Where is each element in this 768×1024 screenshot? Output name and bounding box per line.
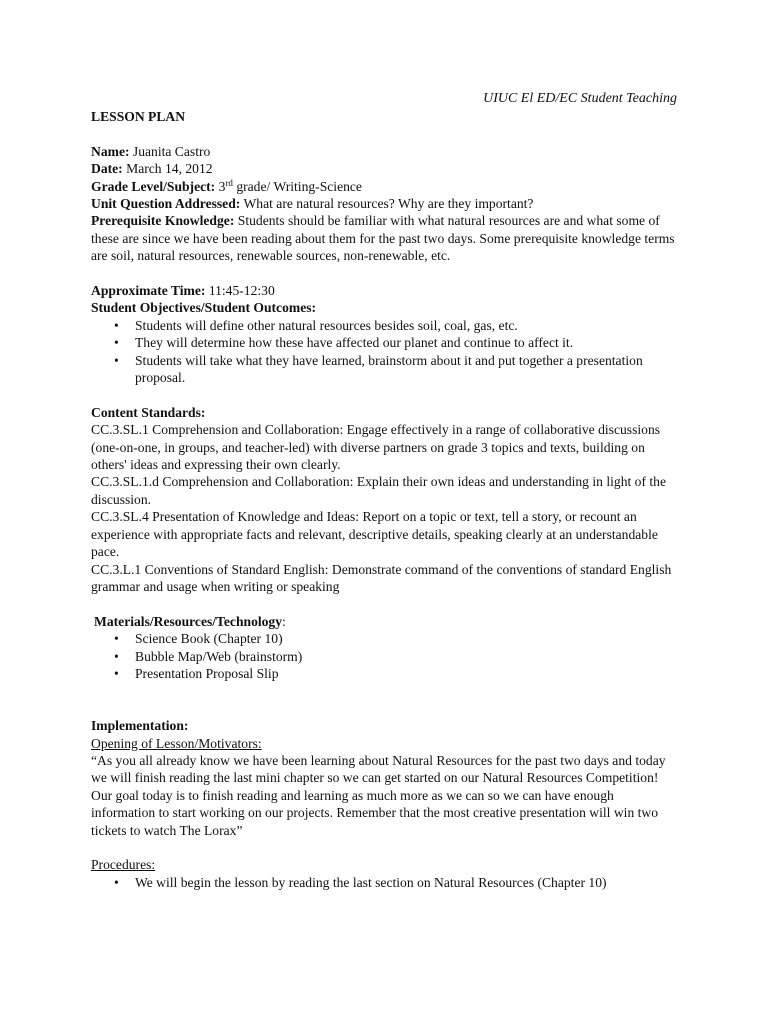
list-item: • Students will take what they have learned, brainstorm about it and put together a presentation proposal. — [135, 352, 681, 387]
list-item: • Students will define other natural resources besides soil, coal, gas, etc. — [135, 317, 681, 334]
unit-question-line — [91, 195, 681, 212]
objectives-heading: Student Objectives/Student Outcomes: — [91, 300, 317, 316]
opening-text: “As you all already know we have been learning about Natural Resources for the past two days and today we will finish reading the last mini chapter so we can get started on our Natural Resources Competition! Our goal today is to finish reading and learning as much more as we can so we can have enough information to start working on our projects. Remember that the most creative presentation will win two tickets to watch The Lorax” — [91, 752, 666, 838]
document-body — [91, 108, 681, 891]
materials-heading: Materials/Resources/Technology — [94, 613, 283, 629]
grade-line — [91, 178, 681, 195]
date-label: Date: — [91, 161, 123, 177]
time-label: Approximate Time: — [91, 283, 206, 299]
name-line — [91, 143, 681, 160]
procedures-list — [91, 874, 681, 891]
name-label: Name: — [91, 143, 130, 159]
procedures-heading: Procedures: — [91, 857, 156, 873]
time-value: 11:45-12:30 — [205, 283, 275, 299]
implementation-heading: Implementation: — [91, 718, 189, 734]
list-item: • Science Book (Chapter 10) — [135, 630, 681, 647]
objectives-list — [91, 317, 681, 387]
list-item: • Presentation Proposal Slip — [135, 665, 681, 682]
prerequisite-label: Prerequisite Knowledge: — [91, 213, 235, 229]
materials-heading-line — [91, 613, 681, 630]
standard-item: CC.3.SL.4 Presentation of Knowledge and Ideas: Report on a topic or text, tell a story, or recount an experience with appropriate facts and relevant, descriptive details, speaking clearly at an understandable pace. — [91, 509, 658, 560]
prerequisite-value: Students should be familiar with what natural resources are and what some of these are since we have been reading about them for the past two days. Some prerequisite knowledge terms are soil, natural resources, renewable sources, non-renewable, etc. — [91, 213, 675, 264]
date-line — [91, 160, 681, 177]
page-title: LESSON PLAN — [91, 109, 186, 124]
materials-colon: : — [282, 613, 286, 629]
unit-question-value: What are natural resources? Why are they important? — [240, 196, 534, 212]
standards-heading: Content Standards: — [91, 404, 206, 420]
grade-label: Grade Level/Subject: — [91, 178, 216, 194]
list-item: • Bubble Map/Web (brainstorm) — [135, 648, 681, 665]
materials-list — [91, 630, 681, 682]
list-item: • They will determine how these have affected our planet and continue to affect it. — [135, 334, 681, 351]
unit-question-label: Unit Question Addressed: — [91, 196, 241, 212]
list-item: • We will begin the lesson by reading the last section on Natural Resources (Chapter 10) — [135, 874, 681, 891]
grade-number: 3 — [215, 178, 226, 194]
name-value: Juanita Castro — [129, 143, 211, 159]
standard-item: CC.3.SL.1.d Comprehension and Collaboration: Explain their own ideas and understanding in light of the discussion. — [91, 474, 667, 507]
time-line — [91, 282, 681, 299]
standard-item: CC.3.SL.1 Comprehension and Collaboration: Engage effectively in a range of collaborative discussions (one-on-one, in groups, and teacher-led) with diverse partners on grade 3 topics and texts, building on others' ideas and expressing their own clearly. — [91, 422, 661, 473]
grade-superscript: rd — [225, 177, 233, 188]
grade-value: grade/ Writing-Science — [232, 178, 362, 194]
standard-item: CC.3.L.1 Conventions of Standard English: Demonstrate command of the conventions of standard English grammar and usage when writing or speaking — [91, 561, 672, 594]
opening-heading: Opening of Lesson/Motivators: — [91, 735, 262, 751]
document-header: UIUC El ED/EC Student Teaching — [483, 91, 677, 106]
date-value: March 14, 2012 — [122, 161, 213, 177]
prerequisite-line — [91, 212, 681, 264]
